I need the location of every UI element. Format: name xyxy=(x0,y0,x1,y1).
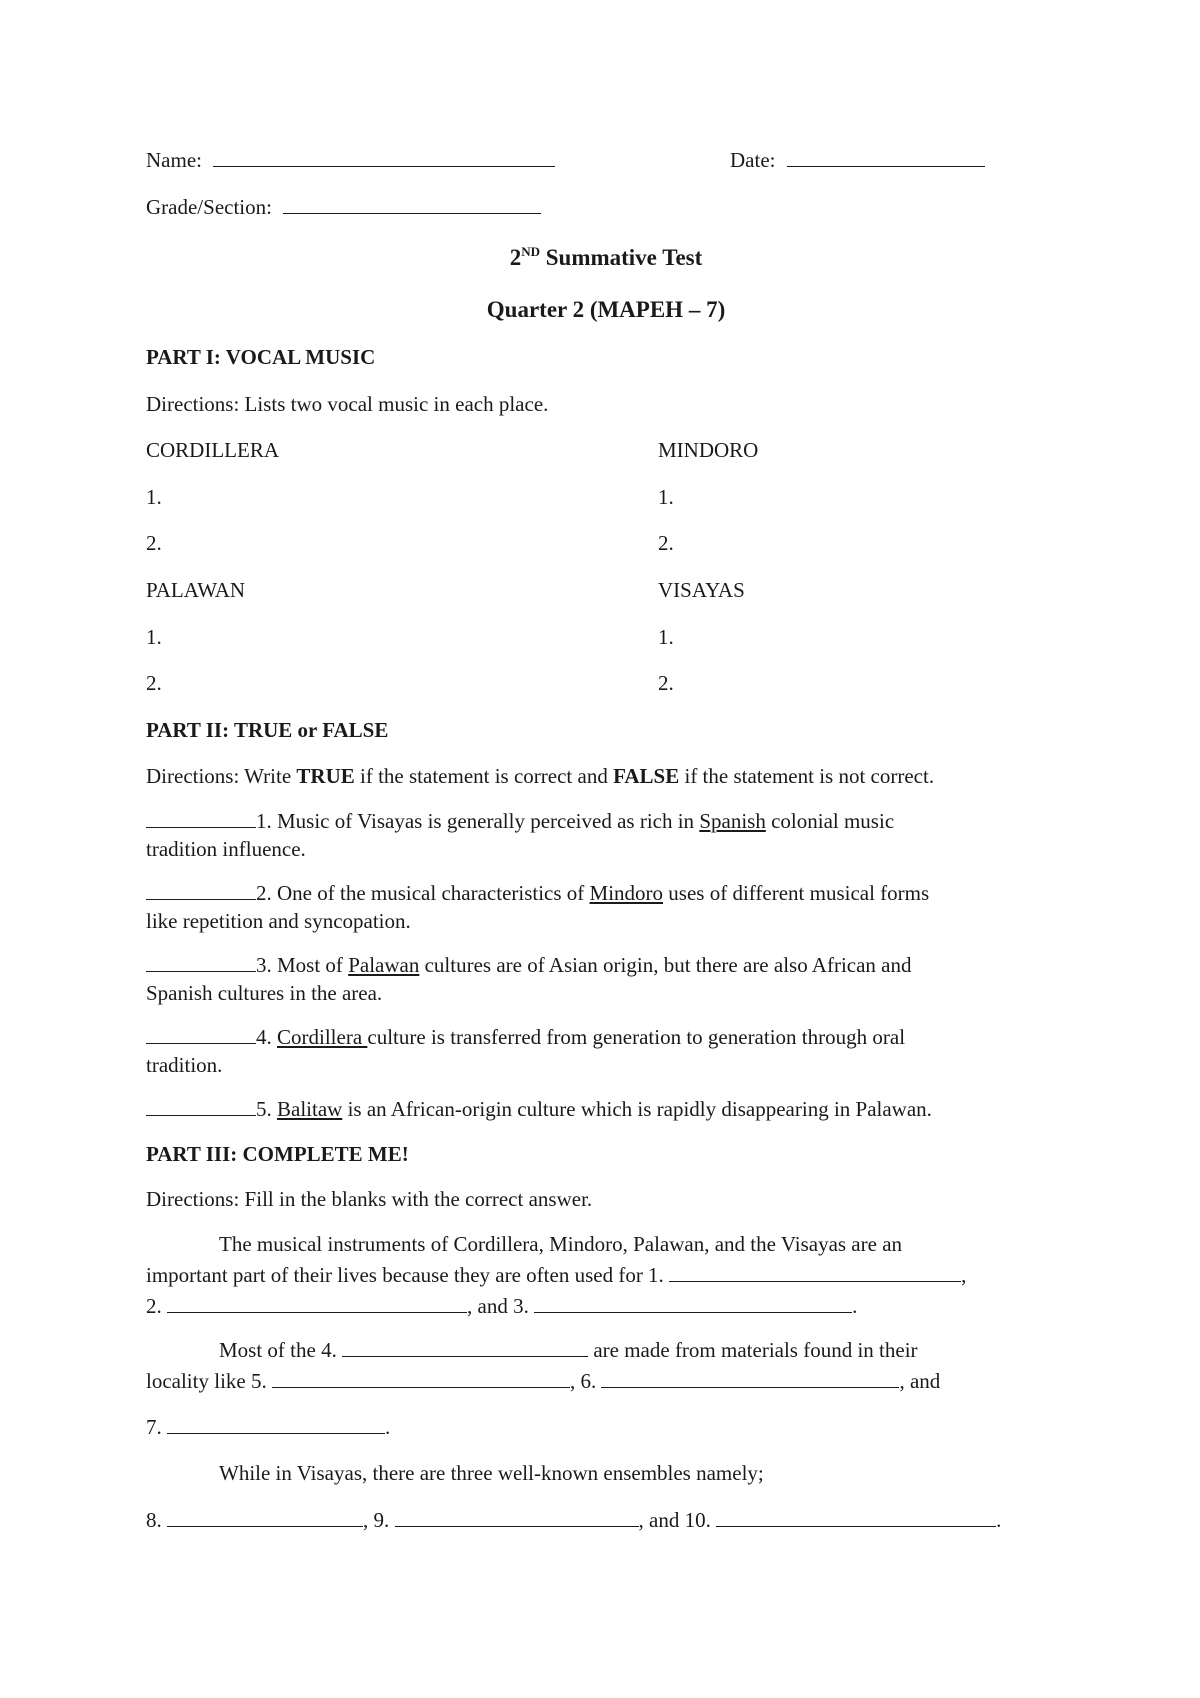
p4-line: 8. , 9. , and 10. . xyxy=(146,1508,1002,1532)
tf-item-1: 1. Music of Visayas is generally perceived as rich in Spanish colonial music xyxy=(146,808,894,834)
part1-heading: PART I: VOCAL MUSIC xyxy=(146,345,376,369)
name-row xyxy=(146,147,555,173)
tf-item-3-cont: Spanish cultures in the area. xyxy=(146,981,383,1005)
grade-field[interactable] xyxy=(283,195,541,214)
part3-heading: PART III: COMPLETE ME! xyxy=(146,1142,409,1166)
page-title: 2ND Summative Test xyxy=(509,244,703,270)
p3-line: While in Visayas, there are three well-known ensembles namely; xyxy=(219,1461,764,1485)
date-field[interactable] xyxy=(787,148,985,167)
answer-blank[interactable] xyxy=(146,1097,256,1116)
tf-item-2: 2. One of the musical characteristics of Mindoro uses of different musical forms xyxy=(146,880,929,906)
item-number: 2. xyxy=(146,671,162,695)
blank-10[interactable] xyxy=(716,1508,996,1527)
p1-line3: 2. , and 3. . xyxy=(146,1294,858,1318)
blank-9[interactable] xyxy=(395,1508,639,1527)
item-number: 2. xyxy=(658,531,674,555)
place-cordillera: CORDILLERA xyxy=(146,438,279,462)
tf-item-4: 4. Cordillera culture is transferred from generation to generation through oral xyxy=(146,1024,905,1050)
worksheet-page xyxy=(146,0,1066,1698)
part2-directions: Directions: Write TRUE if the statement is correct and FALSE if the statement is not correct. xyxy=(146,764,935,788)
item-number: 1. xyxy=(658,625,674,649)
answer-blank[interactable] xyxy=(146,881,256,900)
blank-5[interactable] xyxy=(272,1369,570,1388)
item-number: 2. xyxy=(658,671,674,695)
p2-line3: 7. . xyxy=(146,1415,391,1439)
date-row xyxy=(730,147,985,173)
name-label: Name: xyxy=(146,148,202,172)
part3-directions: Directions: Fill in the blanks with the correct answer. xyxy=(146,1187,593,1211)
p2-line2: locality like 5. , 6. , and xyxy=(146,1369,941,1393)
part2-heading: PART II: TRUE or FALSE xyxy=(146,718,389,742)
item-number: 1. xyxy=(146,485,162,509)
tf-item-1-cont: tradition influence. xyxy=(146,837,306,861)
blank-7[interactable] xyxy=(167,1415,385,1434)
date-label: Date: xyxy=(730,148,776,172)
tf-item-3: 3. Most of Palawan cultures are of Asian origin, but there are also African and xyxy=(146,952,912,978)
tf-item-4-cont: tradition. xyxy=(146,1053,223,1077)
place-palawan: PALAWAN xyxy=(146,578,246,602)
blank-6[interactable] xyxy=(601,1369,899,1388)
blank-3[interactable] xyxy=(534,1294,852,1313)
tf-item-5: 5. Balitaw is an African-origin culture which is rapidly disappearing in Palawan. xyxy=(146,1096,932,1122)
page-subtitle: Quarter 2 (MAPEH – 7) xyxy=(486,297,726,322)
answer-blank[interactable] xyxy=(146,953,256,972)
name-field[interactable] xyxy=(213,148,555,167)
item-number: 1. xyxy=(658,485,674,509)
p1-line2: important part of their lives because they are often used for 1. , xyxy=(146,1263,967,1287)
grade-label: Grade/Section: xyxy=(146,195,272,219)
answer-blank[interactable] xyxy=(146,1025,256,1044)
blank-4[interactable] xyxy=(342,1338,588,1357)
blank-1[interactable] xyxy=(669,1263,961,1282)
p2-line1: Most of the 4. are made from materials found in their xyxy=(219,1338,918,1362)
tf-item-2-cont: like repetition and syncopation. xyxy=(146,909,411,933)
blank-8[interactable] xyxy=(167,1508,363,1527)
item-number: 2. xyxy=(146,531,162,555)
answer-blank[interactable] xyxy=(146,809,256,828)
grade-row xyxy=(146,194,541,220)
item-number: 1. xyxy=(146,625,162,649)
place-mindoro: MINDORO xyxy=(658,438,759,462)
part1-directions: Directions: Lists two vocal music in each place. xyxy=(146,392,549,416)
place-visayas: VISAYAS xyxy=(658,578,745,602)
blank-2[interactable] xyxy=(167,1294,467,1313)
p1-line1: The musical instruments of Cordillera, Mindoro, Palawan, and the Visayas are an xyxy=(219,1232,903,1256)
